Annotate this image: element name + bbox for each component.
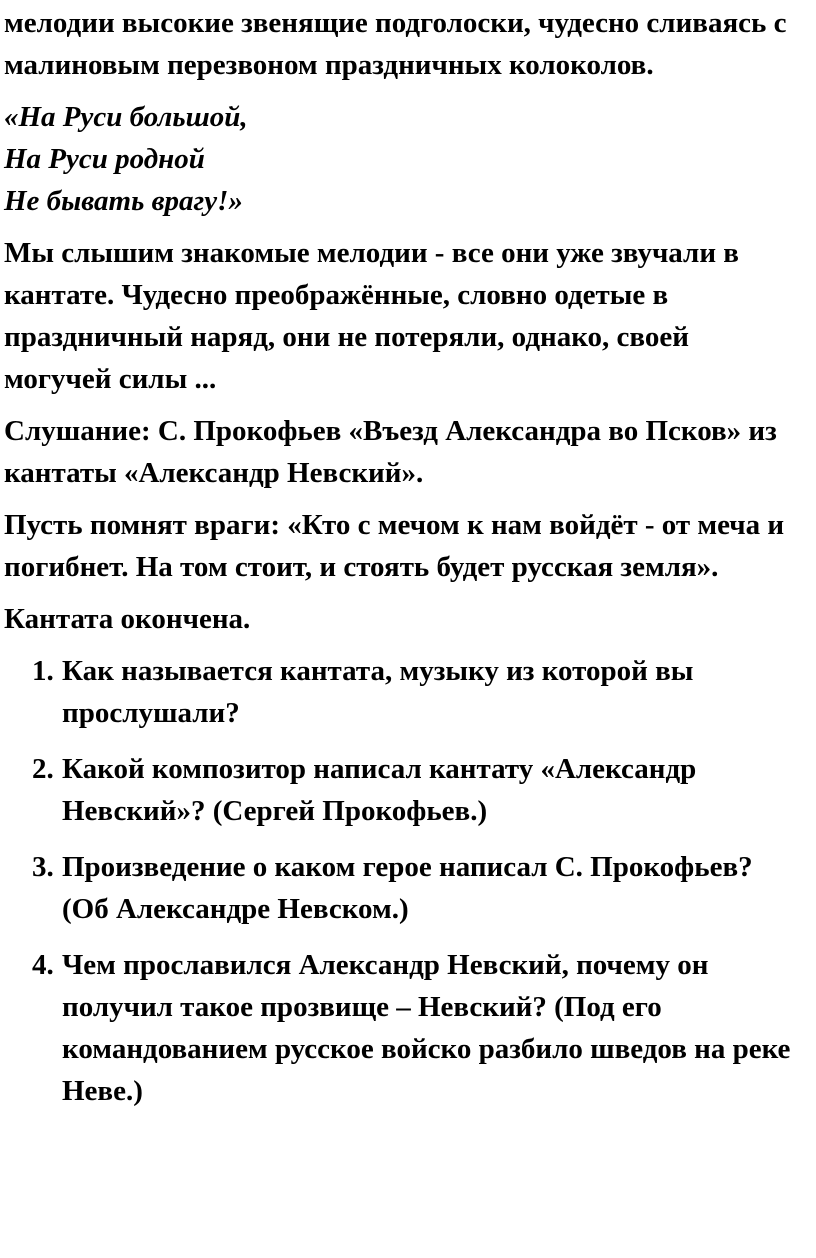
document-page — [0, 2, 800, 1112]
enemies-paragraph: Пусть помнят враги: «Кто с мечом к нам войдёт - от меча и погибнет. На том стоит, и стоять будет русская земля». — [4, 509, 785, 583]
listening-paragraph: Слушание: С. Прокофьев «Въезд Александра во Псков» из кантаты «Александр Невский». — [4, 415, 777, 489]
question-item — [4, 650, 794, 734]
question-number: 3. — [32, 851, 54, 883]
question-item — [4, 846, 794, 930]
poem-quote — [4, 96, 794, 222]
ending-paragraph: Кантата окончена. — [4, 603, 251, 635]
poem-line-1: «На Руси большой, — [4, 101, 248, 133]
melodies-paragraph: Мы слышим знакомые мелодии - все они уже звучали в кантате. Чудесно преображённые, словно одетые в праздничный наряд, они не потеряли, однако, своей могучей силы ... — [4, 237, 739, 395]
questions-list — [4, 650, 794, 1112]
poem-line-2: На Руси родной — [4, 143, 205, 175]
poem-line-3: Не бывать врагу!» — [4, 185, 243, 217]
question-text: Как называется кантата, музыку из которой вы прослушали? — [62, 655, 694, 729]
question-text: Произведение о каком герое написал С. Прокофьев? (Об Александре Невском.) — [62, 851, 753, 925]
question-text: Какой композитор написал кантату «Александр Невский»? (Сергей Прокофьев.) — [62, 753, 697, 827]
question-item — [4, 944, 794, 1112]
question-number: 2. — [32, 753, 54, 785]
question-item — [4, 748, 794, 832]
intro-paragraph: мелодии высокие звенящие подголоски, чудесно сливаясь с малиновым перезвоном праздничных колоколов. — [4, 7, 787, 81]
question-number: 4. — [32, 949, 54, 981]
question-text: Чем прославился Александр Невский, почему он получил такое прозвище – Невский? (Под его командованием русское войско разбило шведов на реке Неве.) — [62, 949, 791, 1107]
question-number: 1. — [32, 655, 54, 687]
